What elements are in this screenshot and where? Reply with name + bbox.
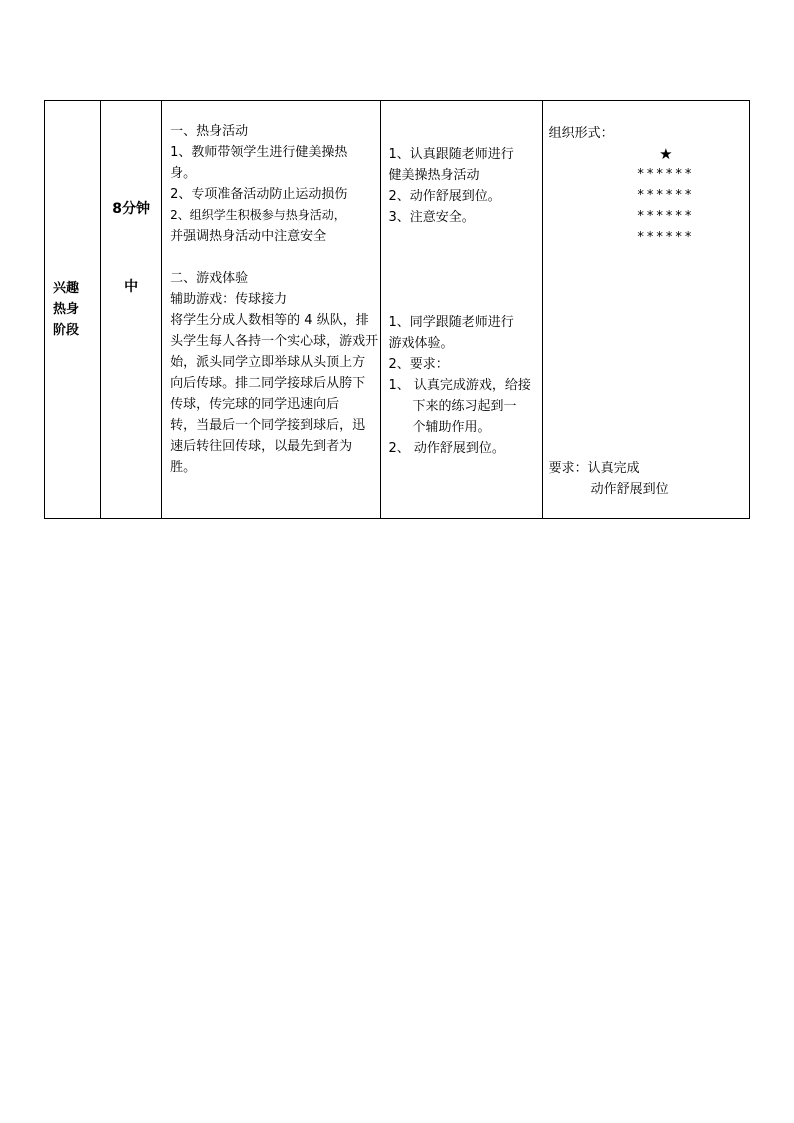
teacher-item: 2、专项准备活动防止运动损伤 [170, 187, 348, 202]
organization-cell [542, 101, 749, 519]
teacher-item: 2、组织学生积极参与热身活动， [170, 208, 346, 222]
organization-title: 组织形式： [548, 126, 614, 141]
student-item: 3、注意安全。 [388, 210, 475, 225]
teacher-star-icon: ★ [659, 145, 673, 163]
game-description-line: 传球，传完球的同学迅速向后 [170, 397, 340, 412]
game-name: 辅助游戏：传球接力 [170, 292, 288, 307]
game-description-line: 头学生每人各持一个实心球，游戏开 [170, 334, 379, 349]
student-item: 2、要求： [388, 357, 449, 372]
game-description-line: 始，派头同学立即举球从头顶上方 [170, 355, 366, 370]
stage-label: 兴趣热身阶段 [53, 281, 80, 338]
student-row: ****** [637, 188, 695, 203]
section-title: 一、热身活动 [170, 124, 249, 139]
student-item: 1、同学跟随老师进行 [388, 315, 514, 330]
requirement-line: 动作舒展到位 [590, 482, 669, 497]
student-item: 健美操热身活动 [388, 168, 480, 183]
student-item: 1、认真跟随老师进行 [388, 147, 514, 162]
requirement-label: 要求：认真完成 [548, 461, 640, 476]
teacher-item: 身。 [170, 166, 197, 181]
student-row: ****** [637, 209, 695, 224]
game-description-line: 向后传球。排二同学接球后从胯下 [170, 376, 366, 391]
student-row: ****** [637, 230, 695, 245]
duration-label: 8分钟 [112, 201, 150, 217]
lesson-plan-table [44, 100, 750, 519]
student-item: 游戏体验。 [388, 336, 454, 351]
intensity-label: 中 [124, 279, 139, 295]
student-row: ****** [637, 167, 695, 182]
student-item: 2、动作舒展到位。 [388, 189, 501, 204]
game-description-line: 将学生分成人数相等的 4 纵队，排 [170, 313, 369, 328]
student-item: 个辅助作用。 [412, 420, 491, 435]
teacher-item: 并强调热身活动中注意安全 [170, 229, 327, 244]
student-item: 下来的练习起到一 [412, 399, 517, 414]
stage-cell [45, 101, 101, 519]
section-title: 二、游戏体验 [170, 271, 249, 286]
time-cell [101, 101, 162, 519]
organization-requirement [549, 458, 669, 500]
teacher-item: 1、教师带领学生进行健美操热 [170, 145, 348, 160]
game-description-line: 转，当最后一个同学接到球后，迅 [170, 418, 366, 433]
table-row [45, 101, 750, 519]
student-item: 2、 动作舒展到位。 [388, 441, 505, 456]
game-description-line: 速后转往回传球，以最先到者为 [170, 439, 353, 454]
game-description-line: 胜。 [170, 460, 197, 475]
teacher-activity-cell [162, 101, 381, 519]
student-item: 1、 认真完成游戏，给接 [388, 378, 531, 393]
student-activity-cell [381, 101, 542, 519]
